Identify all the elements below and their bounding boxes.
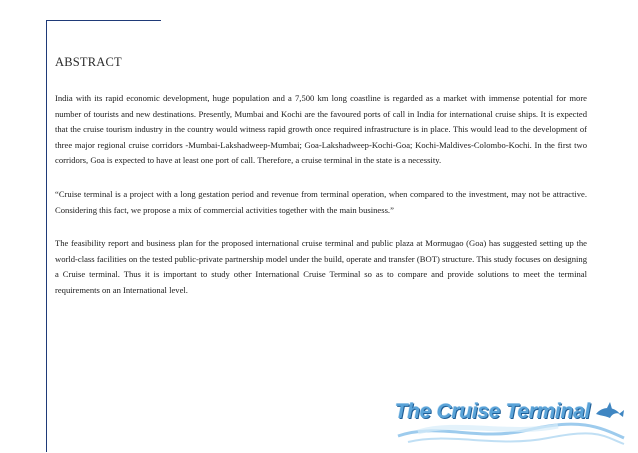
abstract-paragraph-3: The feasibility report and business plan for the proposed international cruise terminal and public plaza at Mormugao (Goa) has suggested setting up the world-class facilities on the tested public-private partnership model under the build, operate and transfer (BOT) structure. This study focuses on designing a Cruise terminal. Thus it is important to study other International Cruise Terminal so as to compare and provide solutions to meet the terminal requirements on an International level.	[55, 238, 587, 295]
abstract-heading: ABSTRACT	[55, 55, 122, 69]
abstract-paragraph-2: “Cruise terminal is a project with a long gestation period and revenue from terminal operation, when compared to the investment, may not be attractive. Considering this fact, we propose a mix of commercial activities together with the main business.”	[55, 188, 587, 215]
frame-left-rule	[46, 20, 47, 452]
abstract-body	[55, 91, 587, 317]
frame-top-rule	[46, 20, 161, 21]
logo-wordmark: The Cruise Terminal	[394, 400, 590, 423]
cruise-terminal-logo	[388, 392, 628, 448]
abstract-paragraph-1: India with its rapid economic development, huge population and a 7,500 km long coastline is regarded as a market with immense potential for more number of tourists and new destinations. Presently, Mumbai and Kochi are the favoured ports of call in India for international cruise ships. It is expected that the cruise tourism industry in the country would witness rapid growth once required infrastructure is in place. This would lead to the development of three major regional cruise corridors -Mumbai-Lakshadweep-Mumbai; Goa-Lakshadweep-Kochi-Goa; Kochi-Maldives-Colombo-Kochi. In the first two corridors, Goa is expected to have at least one port of call. Therefore, a cruise terminal in the state is a necessity.	[55, 93, 587, 166]
dolphin-icon	[596, 402, 624, 418]
